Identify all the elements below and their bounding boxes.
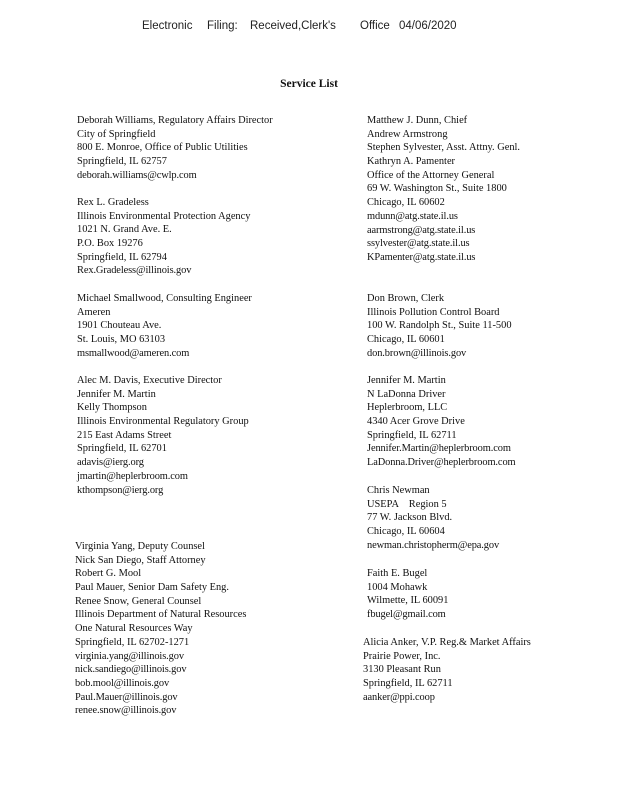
contact-line: Rex L. Gradeless bbox=[77, 197, 149, 208]
contact-attorney-general bbox=[367, 114, 520, 265]
contact-line: 800 E. Monroe, Office of Public Utilities bbox=[77, 142, 248, 154]
contact-line: Nick San Diego, Staff Attorney bbox=[75, 554, 206, 566]
contact-line: Alicia Anker, V.P. Reg.& Market Affairs bbox=[363, 637, 531, 648]
contact-line: Andrew Armstrong bbox=[367, 128, 448, 140]
contact-usepa bbox=[367, 484, 499, 552]
contact-illinois-epa bbox=[77, 196, 250, 278]
header-electronic: Electronic bbox=[142, 20, 193, 32]
contact-line: Michael Smallwood, Consulting Engineer bbox=[77, 293, 252, 304]
contact-line: N LaDonna Driver bbox=[367, 388, 446, 400]
contact-line: Springfield, IL 62757 bbox=[77, 156, 167, 168]
contact-ameren bbox=[77, 292, 252, 360]
contact-email: bob.mool@illinois.gov bbox=[75, 677, 170, 689]
contact-line: Jennifer M. Martin bbox=[367, 375, 446, 386]
contact-faith-bugel bbox=[367, 567, 448, 622]
page-title: Service List bbox=[280, 78, 338, 90]
contact-line: 100 W. Randolph St., Suite 11-500 bbox=[367, 320, 512, 332]
contact-email: jmartin@heplerbroom.com bbox=[77, 470, 188, 482]
contact-line: 1901 Chouteau Ave. bbox=[77, 320, 162, 332]
contact-email: msmallwood@ameren.com bbox=[77, 347, 190, 359]
contact-line: Kathryn A. Pamenter bbox=[367, 156, 456, 168]
contact-email: Rex.Gradeless@illinois.gov bbox=[77, 265, 192, 277]
contact-email: newman.christopherm@epa.gov bbox=[367, 539, 500, 551]
contact-line: Heplerbroom, LLC bbox=[367, 402, 448, 414]
contact-email: LaDonna.Driver@heplerbroom.com bbox=[367, 457, 516, 469]
header-filing: Filing: bbox=[207, 20, 238, 32]
contact-springfield-cwlp bbox=[77, 114, 273, 182]
contact-line: Springfield, IL 62711 bbox=[367, 429, 457, 441]
contact-email: kthompson@ierg.org bbox=[77, 484, 164, 496]
contact-line: Illinois Environmental Protection Agency bbox=[77, 210, 251, 222]
contact-line: Chicago, IL 60604 bbox=[367, 526, 445, 538]
contact-line: Springfield, IL 62701 bbox=[77, 443, 167, 455]
contact-line: Renee Snow, General Counsel bbox=[75, 595, 202, 607]
contact-email: deborah.williams@cwlp.com bbox=[77, 169, 197, 181]
contact-email: Paul.Mauer@illinois.gov bbox=[75, 691, 178, 703]
contact-line: Wilmette, IL 60091 bbox=[367, 595, 449, 607]
contact-email: mdunn@atg.state.il.us bbox=[367, 210, 458, 222]
contact-line: Stephen Sylvester, Asst. Attny. Genl. bbox=[367, 142, 521, 154]
header-date: 04/06/2020 bbox=[399, 20, 457, 32]
contact-email: aanker@ppi.coop bbox=[363, 691, 435, 703]
contact-line: P.O. Box 19276 bbox=[77, 238, 143, 250]
contact-email: nick.sandiego@illinois.gov bbox=[75, 664, 187, 676]
contact-line: Office of the Attorney General bbox=[367, 169, 495, 181]
contact-line: Illinois Pollution Control Board bbox=[367, 306, 500, 318]
contact-line: Deborah Williams, Regulatory Affairs Director bbox=[77, 115, 273, 126]
contact-line: Springfield, IL 62794 bbox=[77, 251, 167, 263]
contact-line: Prairie Power, Inc. bbox=[363, 650, 441, 662]
contact-email: KPamenter@atg.state.il.us bbox=[367, 251, 476, 263]
contact-heplerbroom bbox=[367, 374, 516, 470]
contact-idnr bbox=[75, 540, 246, 718]
contact-line: Springfield, IL 62702-1271 bbox=[75, 636, 190, 648]
contact-line: USEPA Region 5 bbox=[367, 498, 447, 510]
contact-line: St. Louis, MO 63103 bbox=[77, 334, 166, 346]
contact-line: Don Brown, Clerk bbox=[367, 293, 445, 304]
contact-line: Faith E. Bugel bbox=[367, 568, 428, 579]
contact-email: Jennifer.Martin@heplerbroom.com bbox=[367, 443, 511, 455]
contact-line: Kelly Thompson bbox=[77, 402, 147, 414]
contact-line: 1021 N. Grand Ave. E. bbox=[77, 224, 172, 236]
contact-line: Matthew J. Dunn, Chief bbox=[367, 115, 468, 126]
contact-line: 77 W. Jackson Blvd. bbox=[367, 512, 453, 524]
contact-line: Paul Mauer, Senior Dam Safety Eng. bbox=[75, 582, 229, 594]
header-office: Office bbox=[360, 20, 390, 32]
contact-line: Alec M. Davis, Executive Director bbox=[77, 375, 222, 386]
contact-email: virginia.yang@illinois.gov bbox=[75, 650, 184, 662]
contact-email: ssylvester@atg.state.il.us bbox=[367, 238, 470, 250]
contact-email: renee.snow@illinois.gov bbox=[75, 705, 177, 717]
contact-line: Chicago, IL 60602 bbox=[367, 197, 445, 209]
contact-line: Chris Newman bbox=[367, 485, 430, 496]
contact-line: Robert G. Mool bbox=[75, 568, 142, 580]
contact-line: 4340 Acer Grove Drive bbox=[367, 416, 465, 428]
contact-line: Illinois Environmental Regulatory Group bbox=[77, 416, 249, 428]
contact-email: fbugel@gmail.com bbox=[367, 609, 446, 621]
header-received-clerks: Received,Clerk's bbox=[250, 20, 336, 32]
contact-line: 1004 Mohawk bbox=[367, 581, 428, 593]
contact-line: 69 W. Washington St., Suite 1800 bbox=[367, 183, 507, 195]
contact-line: Springfield, IL 62711 bbox=[363, 678, 453, 690]
contact-line: One Natural Resources Way bbox=[75, 623, 193, 635]
contact-line: Jennifer M. Martin bbox=[77, 388, 156, 400]
filing-header bbox=[0, 20, 618, 38]
contact-line: City of Springfield bbox=[77, 128, 156, 140]
contact-line: Illinois Department of Natural Resources bbox=[75, 609, 247, 621]
contact-email: adavis@ierg.org bbox=[77, 457, 144, 469]
contact-pollution-control-board bbox=[367, 292, 512, 360]
contact-line: 215 East Adams Street bbox=[77, 429, 172, 441]
contact-email: aarmstrong@atg.state.il.us bbox=[367, 224, 476, 236]
contact-line: Chicago, IL 60601 bbox=[367, 334, 445, 346]
contact-line: Virginia Yang, Deputy Counsel bbox=[75, 541, 205, 552]
contact-line: Ameren bbox=[77, 306, 111, 318]
contact-email: don.brown@illinois.gov bbox=[367, 347, 467, 359]
contact-ierg bbox=[77, 374, 249, 497]
contact-prairie-power bbox=[363, 636, 531, 704]
contact-line: 3130 Pleasant Run bbox=[363, 664, 441, 676]
